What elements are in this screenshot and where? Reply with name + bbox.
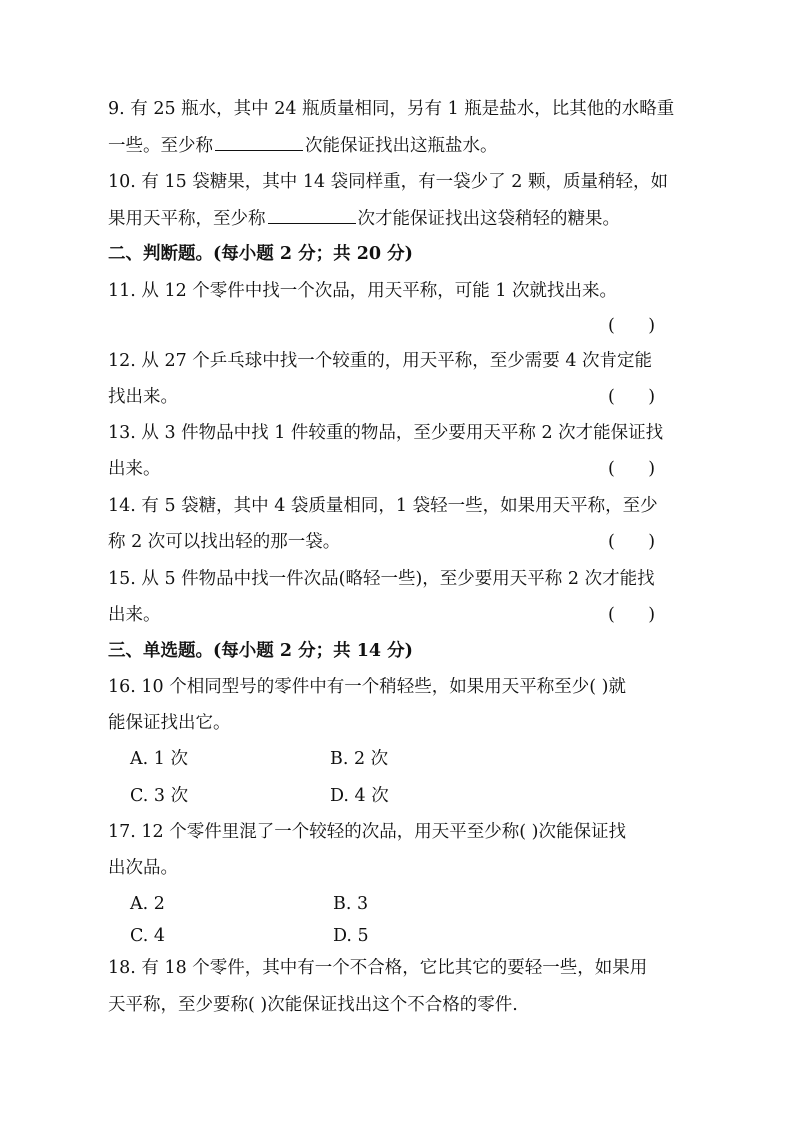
q17-option-d[interactable]: D. 5 xyxy=(333,926,369,946)
q16-line1: 16. 10 个相同型号的零件中有一个稍轻些，如果用天平称至少( )就 xyxy=(108,677,626,697)
q18-line2: 天平称，至少要称( )次能保证找出这个不合格的零件. xyxy=(108,995,518,1015)
q10-line2-pre: 果用天平称，至少称 xyxy=(108,209,266,229)
q16-option-c[interactable]: C. 3 次 xyxy=(130,786,189,806)
q13-line1: 13. 从 3 件物品中找 1 件较重的物品，至少要用天平称 2 次才能保证找 xyxy=(108,423,664,443)
q15-line1: 15. 从 5 件物品中找一件次品(略轻一些)，至少要用天平称 2 次才能找 xyxy=(108,569,655,589)
q11-line1: 11. 从 12 个零件中找一个次品，用天平称，可能 1 次就找出来。 xyxy=(108,281,618,301)
q10-line1: 10. 有 15 袋糖果，其中 14 袋同样重，有一袋少了 2 颗，质量稍轻，如 xyxy=(108,172,668,192)
section3-title: 三、单选题。(每小题 2 分；共 14 分) xyxy=(108,641,413,661)
q17-line1: 17. 12 个零件里混了一个较轻的次品，用天平至少称( )次能保证找 xyxy=(108,822,626,842)
q16-option-d[interactable]: D. 4 次 xyxy=(330,786,389,806)
section2-title: 二、判断题。(每小题 2 分；共 20 分) xyxy=(108,244,413,264)
q13-answer-paren[interactable]: ( ) xyxy=(608,459,656,479)
q10-line2 xyxy=(108,207,620,230)
q9-answer-blank[interactable] xyxy=(215,134,303,151)
q10-line2-post: 次才能保证找出这袋稍轻的糖果。 xyxy=(357,209,620,229)
q18-line1: 18. 有 18 个零件，其中有一个不合格，它比其它的要轻一些，如果用 xyxy=(108,958,648,978)
q10-answer-blank[interactable] xyxy=(268,207,356,224)
q17-option-a[interactable]: A. 2 xyxy=(130,894,165,914)
q17-line2: 出次品。 xyxy=(108,858,178,878)
q14-answer-paren[interactable]: ( ) xyxy=(608,532,656,552)
q16-line2: 能保证找出它。 xyxy=(108,713,231,733)
q12-answer-paren[interactable]: ( ) xyxy=(608,387,656,407)
q9-line2-post: 次能保证找出这瓶盐水。 xyxy=(305,136,498,156)
q15-answer-paren[interactable]: ( ) xyxy=(608,605,656,625)
q11-answer-paren[interactable]: ( ) xyxy=(608,316,656,336)
q17-option-b[interactable]: B. 3 xyxy=(333,894,369,914)
q13-line2: 出来。 xyxy=(108,459,161,479)
q17-option-c[interactable]: C. 4 xyxy=(130,926,166,946)
q15-line2: 出来。 xyxy=(108,605,161,625)
q12-line2: 找出来。 xyxy=(108,387,178,407)
q9-line2-pre: 一些。至少称 xyxy=(108,136,213,156)
q9-line1: 9. 有 25 瓶水，其中 24 瓶质量相同，另有 1 瓶是盐水，比其他的水略重 xyxy=(108,99,675,119)
q12-line1: 12. 从 27 个乒乓球中找一个较重的，用天平称，至少需要 4 次肯定能 xyxy=(108,351,653,371)
q16-option-a[interactable]: A. 1 次 xyxy=(130,749,188,769)
q9-line2 xyxy=(108,134,498,157)
q14-line2: 称 2 次可以找出轻的那一袋。 xyxy=(108,532,341,552)
q14-line1: 14. 有 5 袋糖，其中 4 袋质量相同，1 袋轻一些，如果用天平称，至少 xyxy=(108,496,658,516)
q16-option-b[interactable]: B. 2 次 xyxy=(330,749,389,769)
